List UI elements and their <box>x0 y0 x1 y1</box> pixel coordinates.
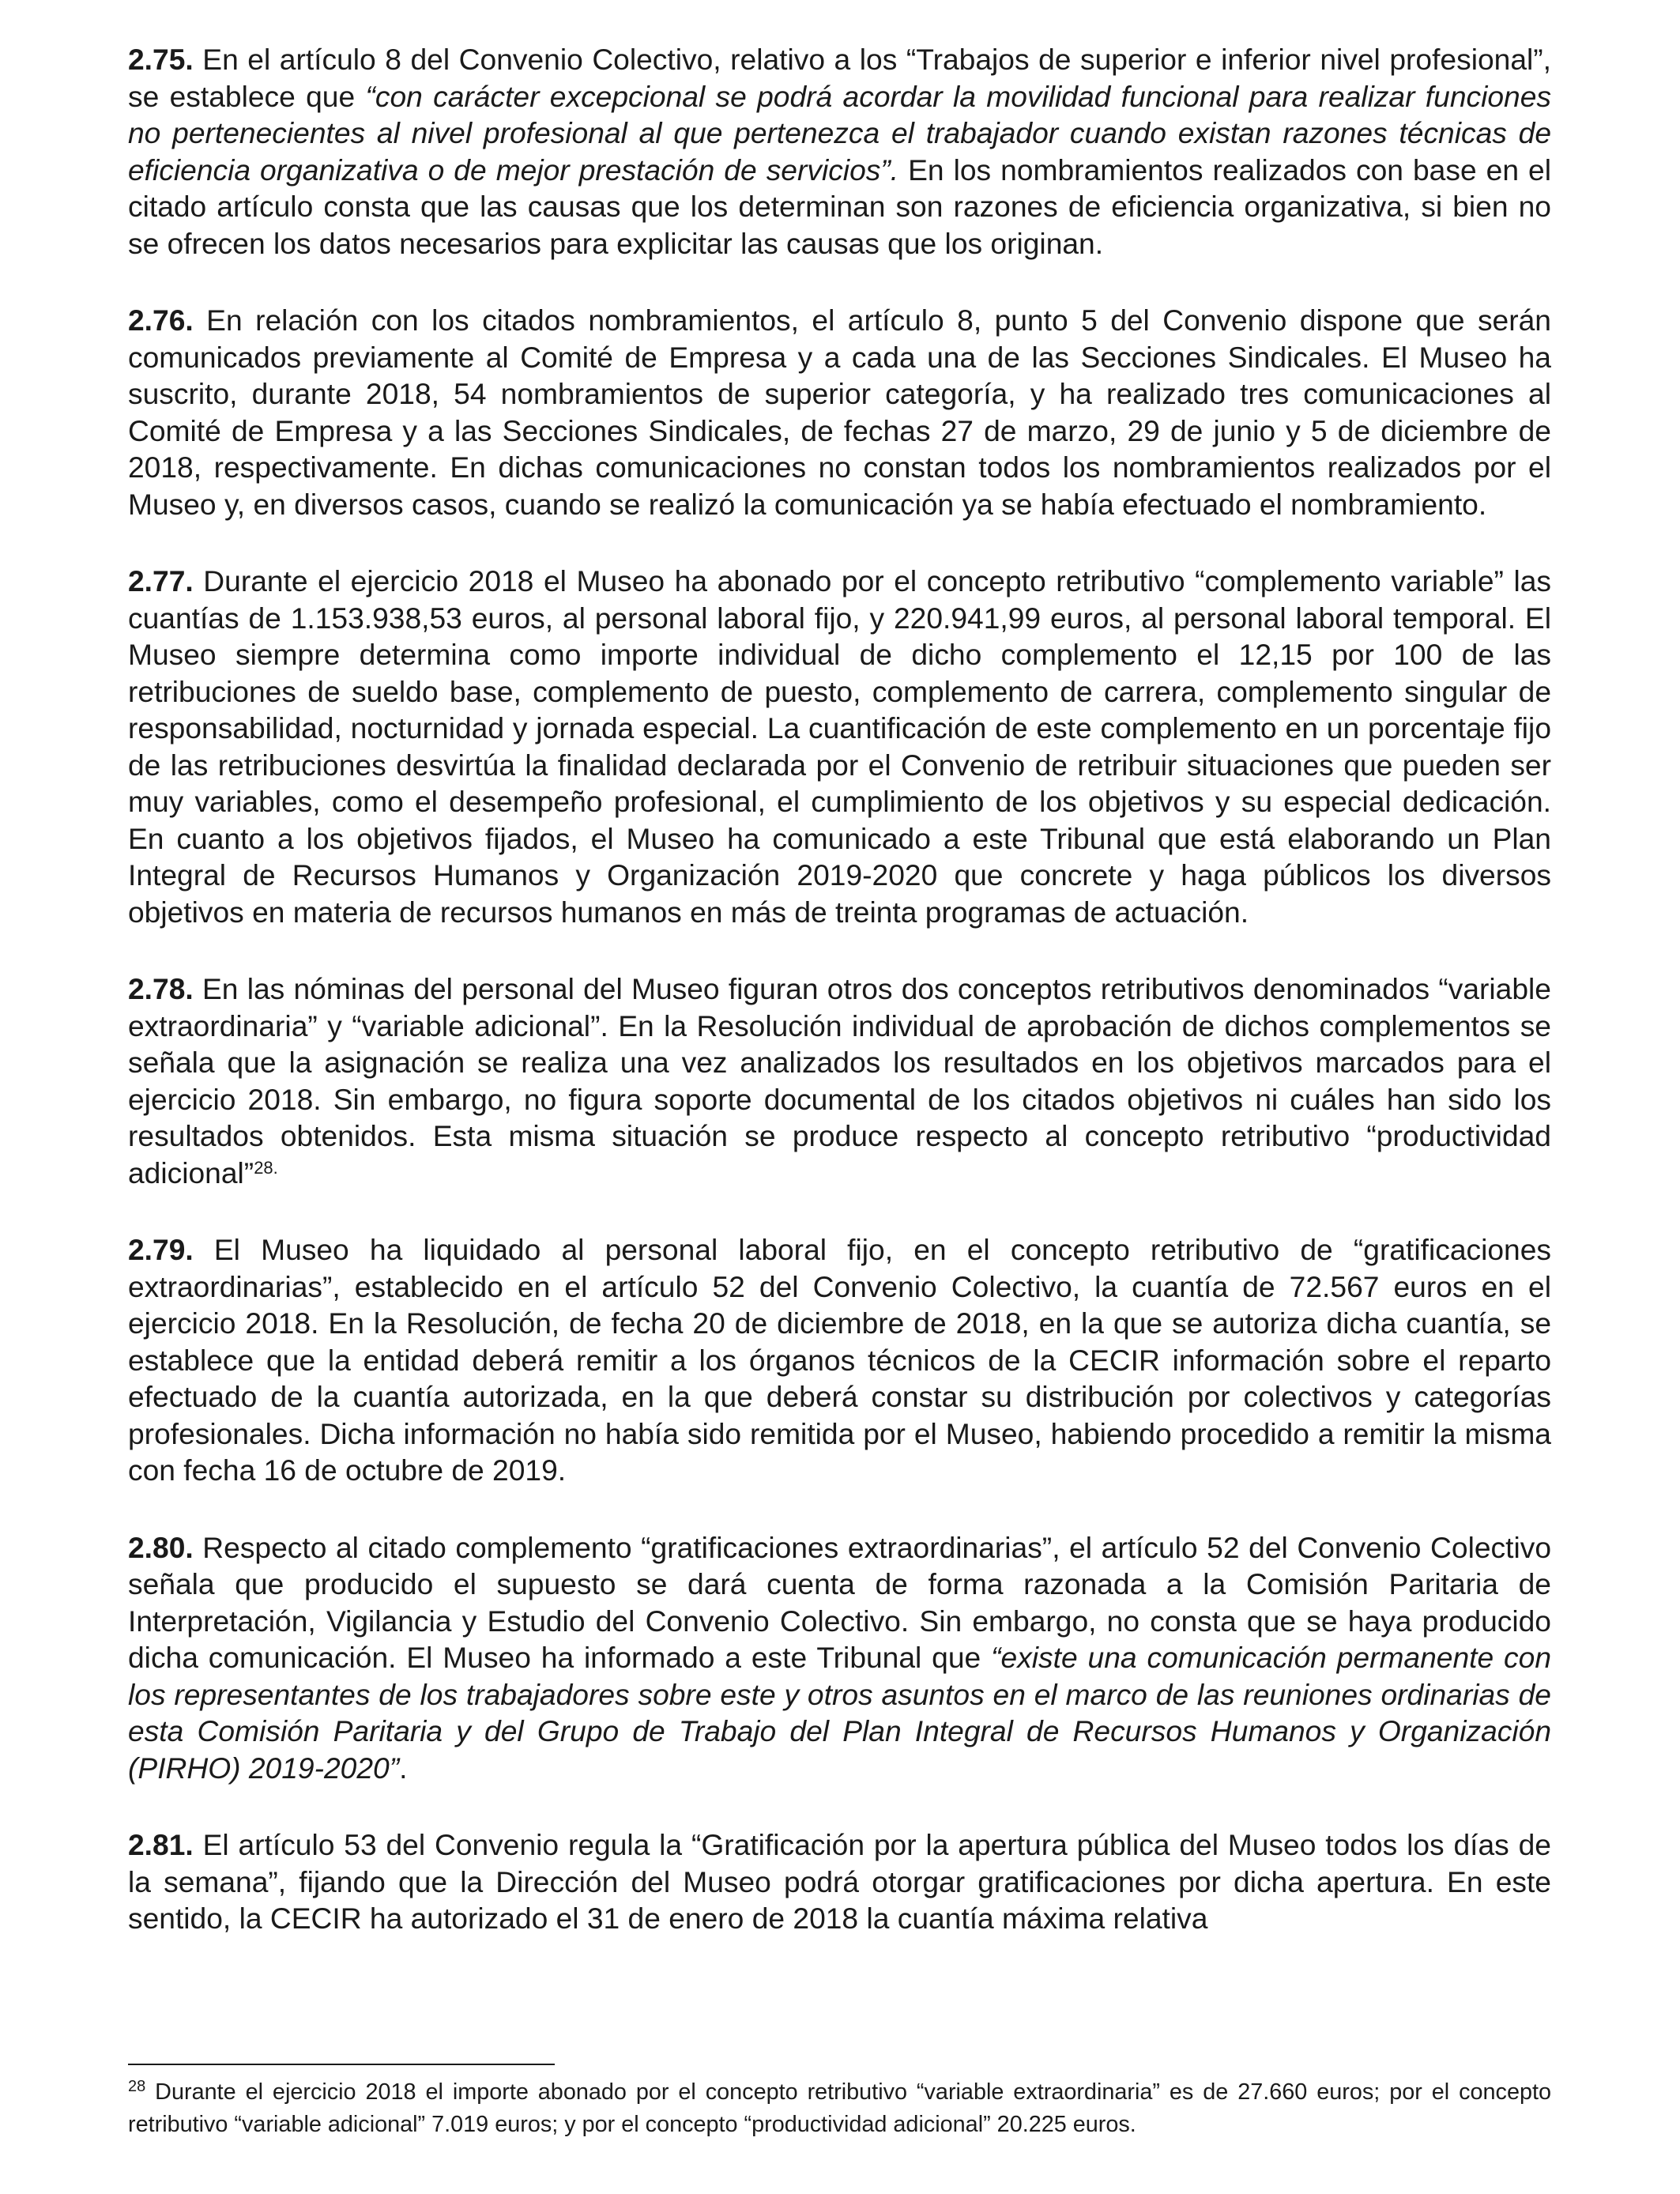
quoted-text: “existe una comunicación permanente con los representantes de los trabajadores sobre este y otros asuntos en el marco de las reuniones ordinarias de esta Comisión Paritaria y del Grupo de Trabajo del Plan Integral de Recursos Humanos y Organización (PIRHO) 2019-2020” <box>128 1641 1552 1785</box>
paragraph-text: En los nombramientos realizados con base en el citado artículo consta que las causas que los determinan son razones de eficiencia organizativa, si bien no se ofrecen los datos necesarios para explicitar las causas que los originan. <box>128 153 1551 260</box>
quoted-text: “con carácter excepcional se podrá acordar la movilidad funcional para realizar funciones no pertenecientes al nivel profesional al que pertenezca el trabajador cuando existan razones técnicas de eficiencia organizativa o de mejor prestación de servicios”. <box>128 79 1551 187</box>
document-body <box>128 41 1551 1977</box>
paragraph-number: 2.77. <box>128 564 194 598</box>
paragraph-2-75 <box>128 41 1551 262</box>
footnote-reference[interactable]: 28. <box>254 1157 278 1178</box>
paragraph-number: 2.76. <box>128 303 194 337</box>
paragraph-2-77 <box>128 563 1551 930</box>
paragraph-text: Durante el ejercicio 2018 el Museo ha abonado por el concepto retributivo “complemento variable” las cuantías de 1.153.938,53 euros, al personal laboral fijo, y 220.941,99 euros, al personal laboral temporal. El Museo siempre determina como importe individual de dicho complemento el 12,15 por 100 de las retribuciones de sueldo base, complemento de puesto, complemento de carrera, complemento singular de responsabilidad, nocturnidad y jornada especial. La cuantificación de este complemento en un porcentaje fijo de las retribuciones desvirtúa la finalidad declarada por el Convenio de retribuir situaciones que pueden ser muy variables, como el desempeño profesional, el cumplimiento de los objetivos y su especial dedicación. En cuanto a los objetivos fijados, el Museo ha comunicado a este Tribunal que está elaborando un Plan Integral de Recursos Humanos y Organización 2019-2020 que concrete y haga públicos los diversos objetivos en materia de recursos humanos en más de treinta programas de actuación. <box>128 564 1551 929</box>
paragraph-text: El artículo 53 del Convenio regula la “Gratificación por la apertura pública del Museo todos los días de la semana”, fijando que la Dirección del Museo podrá otorgar gratificaciones por dicha apertura. En este sentido, la CECIR ha autorizado el 31 de enero de 2018 la cuantía máxima relativa <box>128 1828 1551 1935</box>
paragraph-text: En las nóminas del personal del Museo figuran otros dos conceptos retributivos denominados “variable extraordinaria” y “variable adicional”. En la Resolución individual de aprobación de dichos complementos se señala que la asignación se realiza una vez analizados los resultados en los objetivos marcados para el ejercicio 2018. Sin embargo, no figura soporte documental de los citados objetivos ni cuáles han sido los resultados obtenidos. Esta misma situación se produce respecto al concepto retributivo “productividad adicional” <box>128 972 1551 1189</box>
paragraph-2-79 <box>128 1231 1551 1489</box>
paragraph-2-76 <box>128 302 1551 522</box>
paragraph-text: Respecto al citado complemento “gratificaciones extraordinarias”, el artículo 52 del Convenio Colectivo señala que producido el supuesto se dará cuenta de forma razonada a la Comisión Paritaria de Interpretación, Vigilancia y Estudio del Convenio Colectivo. Sin embargo, no consta que se haya producido dicha comunicación. El Museo ha informado a este Tribunal que <box>128 1530 1551 1674</box>
paragraph-text: En el artículo 8 del Convenio Colectivo, relativo a los “Trabajos de superior e inferior nivel profesional”, se establece que <box>128 43 1551 113</box>
paragraph-number: 2.80. <box>128 1530 194 1564</box>
paragraph-number: 2.81. <box>128 1828 194 1861</box>
footnote-number: 28 <box>128 2078 146 2095</box>
footnote-28 <box>128 2076 1551 2141</box>
paragraph-number: 2.75. <box>128 43 194 76</box>
paragraph-text: En relación con los citados nombramientos, el artículo 8, punto 5 del Convenio dispone que serán comunicados previamente al Comité de Empresa y a cada una de las Secciones Sindicales. El Museo ha suscrito, durante 2018, 54 nombramientos de superior categoría, y ha realizado tres comunicaciones al Comité de Empresa y a las Secciones Sindicales, de fechas 27 de marzo, 29 de junio y 5 de diciembre de 2018, respectivamente. En dichas comunicaciones no constan todos los nombramientos realizados por el Museo y, en diversos casos, cuando se realizó la comunicación ya se había efectuado el nombramiento. <box>128 303 1551 521</box>
footnote-separator <box>128 2064 555 2065</box>
paragraph-text: . <box>399 1751 408 1785</box>
paragraph-text: El Museo ha liquidado al personal laboral fijo, en el concepto retributivo de “gratificaciones extraordinarias”, establecido en el artículo 52 del Convenio Colectivo, la cuantía de 72.567 euros en el ejercicio 2018. En la Resolución, de fecha 20 de diciembre de 2018, en la que se autoriza dicha cuantía, se establece que la entidad deberá remitir a los órganos técnicos de la CECIR información sobre el reparto efectuado de la cuantía autorizada, en la que deberá constar su distribución por colectivos y categorías profesionales. Dicha información no había sido remitida por el Museo, habiendo procedido a remitir la misma con fecha 16 de octubre de 2019. <box>128 1233 1551 1487</box>
paragraph-number: 2.78. <box>128 972 194 1005</box>
footnote-text: Durante el ejercicio 2018 el importe abonado por el concepto retributivo “variable extraordinaria” es de 27.660 euros; por el concepto retributivo “variable adicional” 7.019 euros; y por el concepto “productividad adicional” 20.225 euros. <box>128 2079 1551 2137</box>
paragraph-number: 2.79. <box>128 1233 194 1266</box>
paragraph-2-78 <box>128 971 1551 1191</box>
paragraph-2-80 <box>128 1529 1551 1787</box>
paragraph-2-81 <box>128 1826 1551 1937</box>
